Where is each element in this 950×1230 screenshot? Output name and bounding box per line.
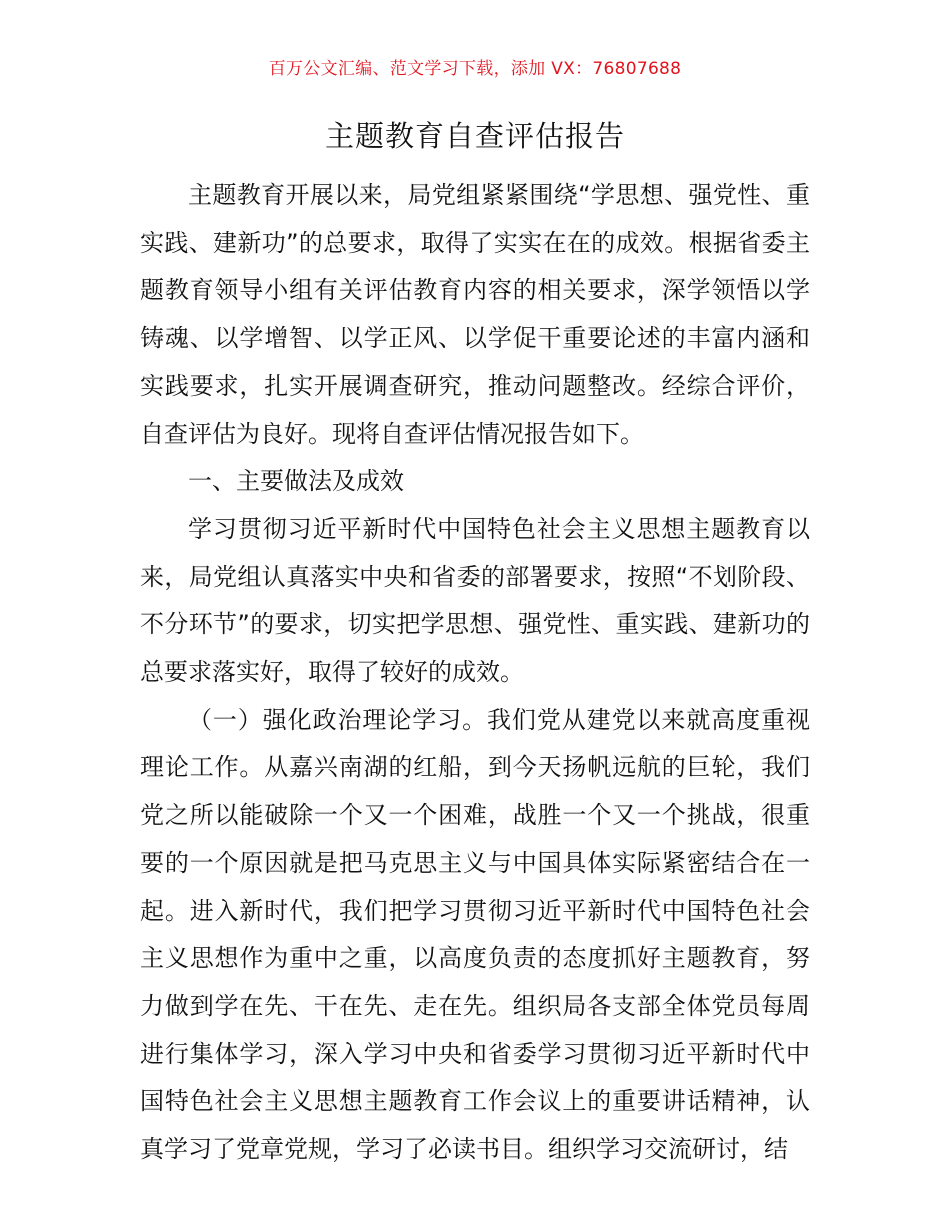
header-watermark: 百万公文汇编、范文学习下载，添加 VX：76807688: [268, 59, 682, 79]
body-paragraph: 学习贯彻习近平新时代中国特色社会主义思想主题教育以来，局党组认真落实中央和省委的部署要求，按照“不划阶段、不分环节”的要求，切实把学思想、强党性、重实践、建新功的总要求落实好，取得了较好的成效。: [140, 514, 810, 687]
body-paragraph: （一）强化政治理论学习。我们党从建党以来就高度重视理论工作。从嘉兴南湖的红船，到今天扬帆远航的巨轮，我们党之所以能破除一个又一个困难，战胜一个又一个挑战，很重要的一个原因就是把马克思主义与中国具体实际紧密结合在一起。进入新时代，我们把学习贯彻习近平新时代中国特色社会主义思想作为重中之重，以高度负责的态度抓好主题教育，努力做到学在先、干在先、走在先。组织局各支部全体党员每周进行集体学习，深入学习中央和省委学习贯彻习近平新时代中国特色社会主义思想主题教育工作会议上的重要讲话精神，认真学习了党章党规，学习了必读书目。组织学习交流研讨，结: [140, 705, 810, 1164]
document-title: 主题教育自查评估报告: [324, 119, 625, 153]
intro-paragraph: 主题教育开展以来，局党组紧紧围绕“学思想、强党性、重实践、建新功”的总要求，取得了实实在在的成效。根据省委主题教育领导小组有关评估教育内容的相关要求，深学领悟以学铸魂、以学增智、以学正风、以学促干重要论述的丰富内涵和实践要求，扎实开展调查研究，推动问题整改。经综合评价，自查评估为良好。现将自查评估情况报告如下。: [140, 181, 810, 448]
section-heading: 一、主要做法及成效: [188, 467, 404, 496]
document-body: [140, 172, 810, 1174]
